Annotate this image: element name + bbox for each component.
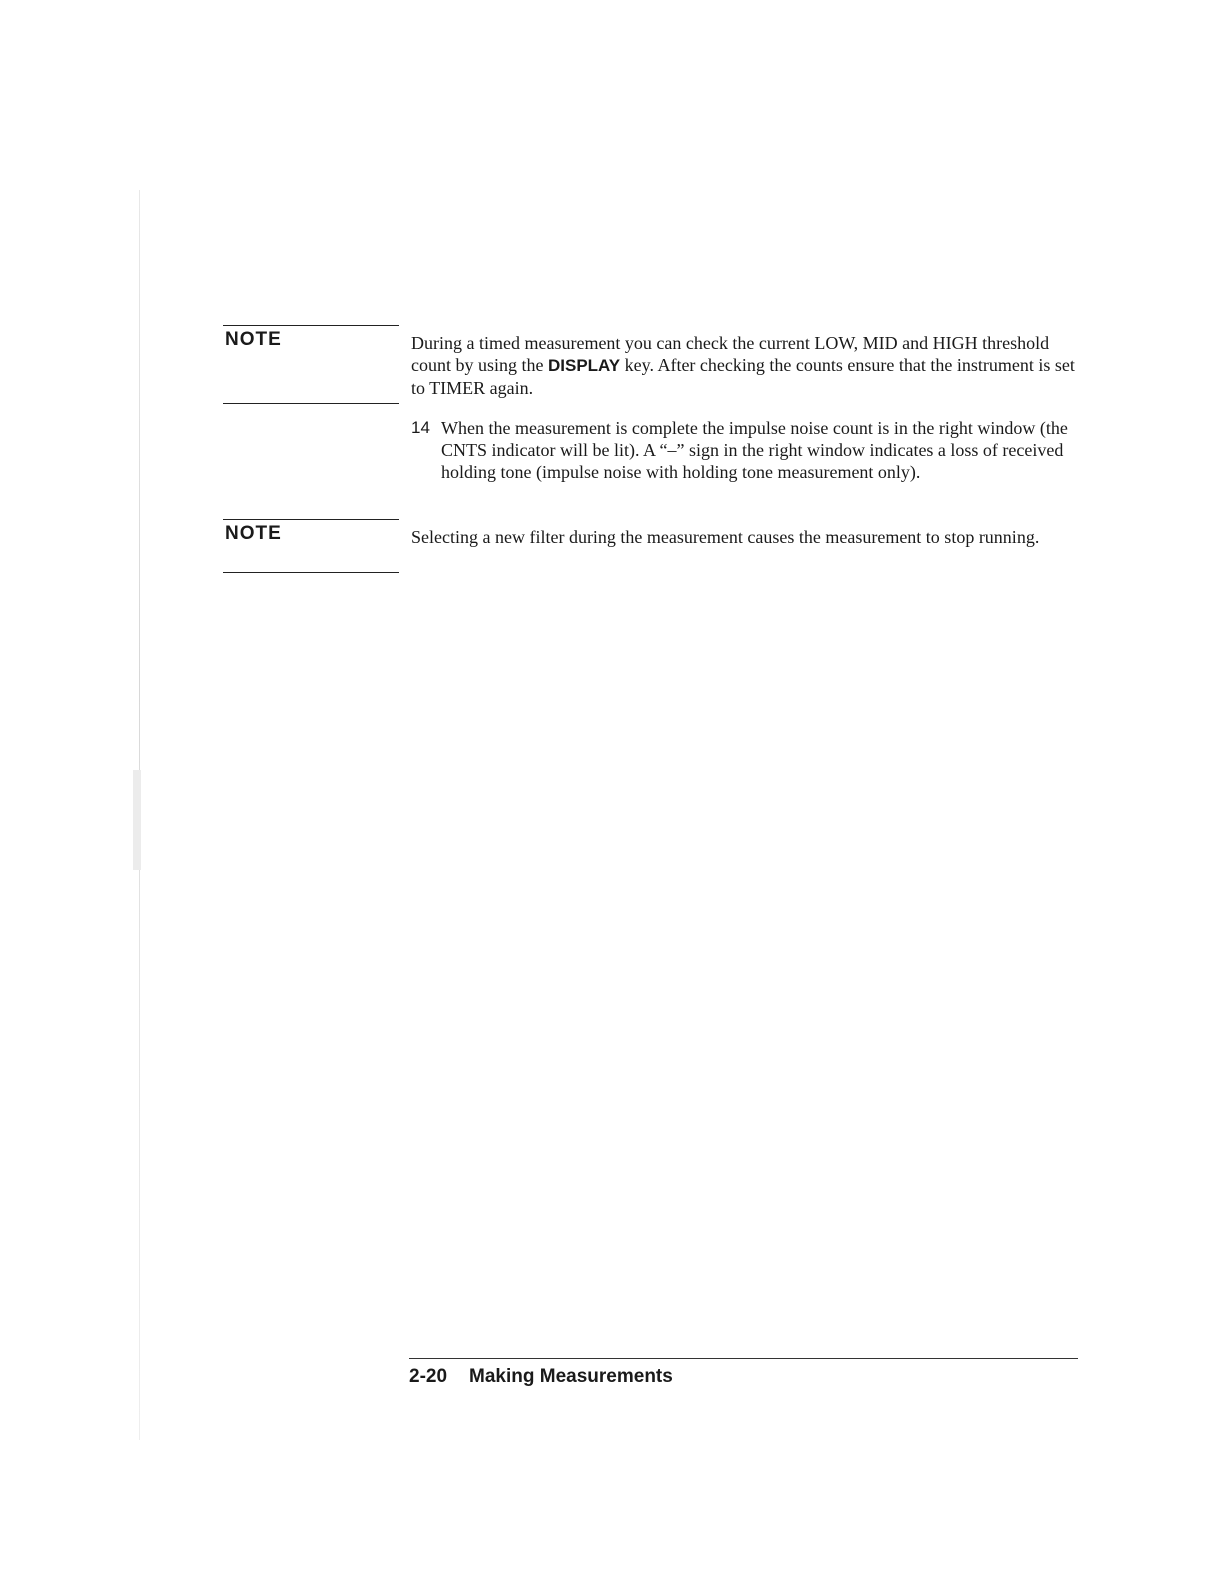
note-top-rule: [223, 519, 399, 520]
step-text: When the measurement is complete the impulse noise count is in the right window (the CNTS indicator will be lit). A “–” sign in the right window indicates a loss of received holding tone (impulse noise with holding tone measurement only).: [441, 418, 1068, 482]
footer-rule: [409, 1358, 1078, 1359]
note-label: NOTE: [225, 329, 282, 350]
display-key-label: DISPLAY: [548, 356, 621, 375]
page-number: 2-20: [409, 1366, 448, 1387]
note-bottom-rule: [223, 572, 399, 573]
step-item: [411, 417, 1081, 483]
page-footer: [409, 1366, 673, 1388]
step-number: 14: [411, 418, 430, 437]
section-title: Making Measurements: [469, 1366, 673, 1387]
note-text: Selecting a new filter during the measurement causes the measurement to stop running.: [411, 527, 1040, 547]
note-bottom-rule: [223, 403, 399, 404]
note-text-part: key. After checking the counts ensure that the instrument is set to TIMER again.: [411, 355, 1075, 398]
note-top-rule: [223, 325, 399, 326]
note-text-part: During a timed measurement you can check the current LOW, MID and HIGH threshold count by using the: [411, 333, 1050, 375]
note-text: [411, 332, 1081, 399]
note-label: NOTE: [225, 523, 282, 544]
scan-artifact: [133, 770, 141, 870]
